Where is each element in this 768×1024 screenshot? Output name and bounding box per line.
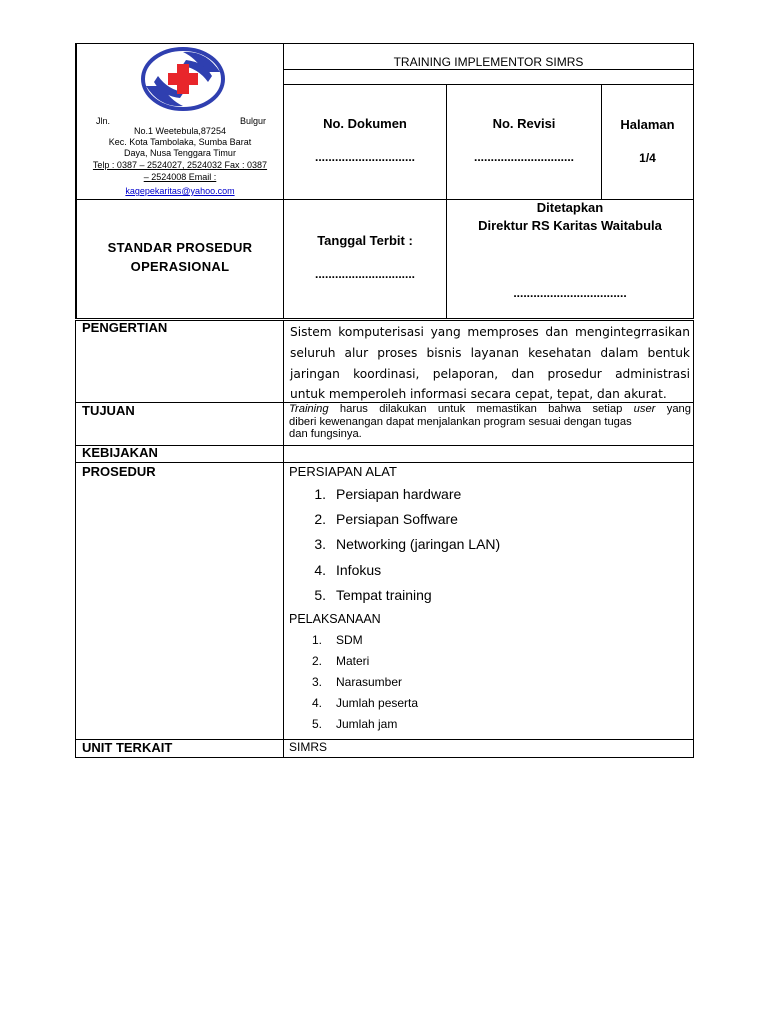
tujuan-line3: dan fungsinya. <box>289 428 362 440</box>
list-item <box>300 562 680 587</box>
list-number: 2. <box>314 511 326 528</box>
pengertian-line: Sistem komputerisasi yang memproses dan mengintegrrasikan <box>290 325 690 339</box>
persiapan-list <box>300 486 680 612</box>
direktur-label: Direktur RS Karitas Waitabula <box>478 218 662 233</box>
no-revisi-label: No. Revisi <box>492 116 556 131</box>
kebijakan-label: KEBIJAKAN <box>82 445 158 460</box>
list-item <box>300 717 680 738</box>
tujuan-italic-user: user <box>633 403 656 415</box>
list-number: 1. <box>314 486 326 502</box>
list-text: Jumlah peserta <box>336 696 419 710</box>
unit-terkait-label: UNIT TERKAIT <box>82 740 173 755</box>
list-text: Materi <box>336 654 370 668</box>
address-line6: – 2524008 Email : <box>143 172 217 182</box>
list-text: Jumlah jam <box>336 717 398 731</box>
doc-title: TRAINING IMPLEMENTOR SIMRS <box>393 55 584 69</box>
address-line2: No.1 Weetebula,87254 <box>134 126 226 136</box>
list-number: 2. <box>311 654 322 668</box>
list-item <box>300 675 680 696</box>
ditetapkan-label: Ditetapkan <box>536 200 604 215</box>
pengertian-line: untuk memperoleh informasi secara cepat, tepat, dan akurat. <box>290 387 667 402</box>
no-revisi-value: .............................. <box>473 150 575 164</box>
list-text: SDM <box>336 633 363 647</box>
halaman-label: Halaman <box>620 117 675 132</box>
sop-title-line2: OPERASIONAL <box>130 259 230 274</box>
no-dokumen-label: No. Dokumen <box>323 116 407 131</box>
hospital-logo <box>140 46 226 112</box>
sop-title-line1: STANDAR PROSEDUR <box>107 240 253 255</box>
pengertian-text <box>290 322 690 405</box>
pengertian-line: jaringan koordinasi, pelaporan, dan prosedur administrasi <box>290 366 690 381</box>
list-item <box>300 587 680 612</box>
address-line4: Daya, Nusa Tenggara Timur <box>124 148 236 158</box>
persiapan-title: PERSIAPAN ALAT <box>289 464 397 479</box>
list-number: 1. <box>311 633 322 647</box>
list-item <box>300 633 680 654</box>
list-item <box>300 536 680 561</box>
list-item <box>300 486 680 511</box>
address-line1-right: Bulgur <box>240 116 267 126</box>
tujuan-italic-training: Training <box>289 403 329 415</box>
list-item <box>300 511 680 536</box>
signature-line: .................................. <box>513 286 627 300</box>
prosedur-label: PROSEDUR <box>82 464 156 479</box>
tujuan-text <box>289 403 691 441</box>
list-item <box>300 696 680 717</box>
no-dokumen-value: .............................. <box>314 150 416 164</box>
tujuan-line2: diberi kewenangan dapat menjalankan program sesuai dengan tugas <box>289 415 632 428</box>
pengertian-line: seluruh alur proses bisnis layanan kesehatan dalam bentuk <box>290 345 690 360</box>
tujuan-label: TUJUAN <box>82 403 135 418</box>
pelaksanaan-list <box>300 633 680 738</box>
list-text: Narasumber <box>336 675 403 689</box>
list-item <box>300 654 680 675</box>
tujuan-text-part: yang <box>655 403 691 415</box>
tujuan-line1 <box>289 403 691 416</box>
pelaksanaan-title: PELAKSANAAN <box>289 612 381 626</box>
tanggal-terbit-label: Tanggal Terbit : <box>317 233 413 248</box>
list-text: Persiapan hardware <box>336 486 462 502</box>
address-line3: Kec. Kota Tambolaka, Sumba Barat <box>108 137 252 147</box>
address-line5: Telp : 0387 – 2524027, 2524032 Fax : 0387 <box>92 160 268 170</box>
email-link-text[interactable]: kagepekaritas@yahoo.com <box>125 186 235 196</box>
tanggal-terbit-value: .............................. <box>314 267 416 281</box>
halaman-value: 1/4 <box>639 151 656 165</box>
list-number: 5. <box>311 717 322 731</box>
list-number: 3. <box>314 536 326 553</box>
email-link[interactable] <box>78 186 282 196</box>
list-text: Tempat training <box>336 586 432 603</box>
list-text: Infokus <box>336 561 382 578</box>
red-cross-hands-icon <box>140 46 226 112</box>
list-number: 4. <box>314 561 326 578</box>
tujuan-text-part: harus dilakukan untuk memastikan bahwa setiap <box>328 403 634 415</box>
list-number: 3. <box>311 675 322 689</box>
list-text: Networking (jaringan LAN) <box>336 536 501 553</box>
list-number: 5. <box>314 586 326 603</box>
list-number: 4. <box>311 696 322 710</box>
pengertian-label: PENGERTIAN <box>82 320 168 335</box>
unit-terkait-value: SIMRS <box>289 740 328 754</box>
list-text: Persiapan Soffware <box>336 511 458 528</box>
address-line1-left: Jln. <box>96 116 111 126</box>
